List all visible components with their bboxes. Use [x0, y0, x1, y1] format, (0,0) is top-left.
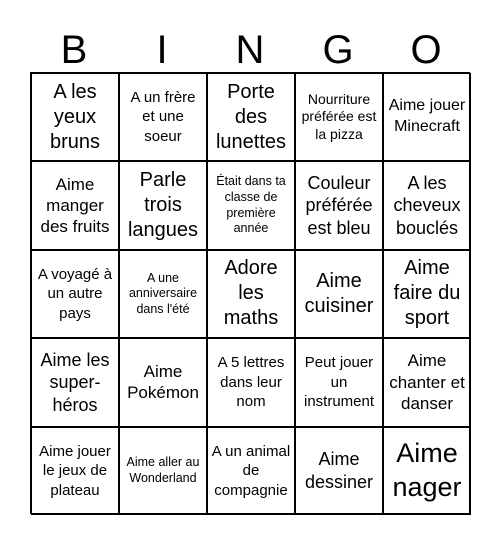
bingo-cell[interactable] — [383, 338, 471, 426]
cell-text: A un frère et une soeur — [130, 88, 196, 145]
cell-text: Nourriture préférée est la pizza — [301, 90, 377, 142]
bingo-header — [30, 22, 470, 78]
cell-text: Aime jouer Minecraft — [388, 97, 466, 136]
header-letter-o: O — [410, 27, 442, 72]
cell-text: Adore les maths — [223, 257, 279, 330]
cell-text: A 5 lettres dans leur nom — [217, 354, 285, 411]
bingo-cell[interactable] — [295, 161, 383, 249]
cell-text: Aime cuisiner — [304, 269, 374, 317]
bingo-cell[interactable] — [295, 250, 383, 338]
bingo-cell[interactable] — [207, 161, 295, 249]
cell-text: Couleur préférée est bleu — [305, 172, 373, 238]
bingo-cell[interactable] — [31, 73, 119, 161]
cell-text: Aime aller au Wonderland — [126, 455, 200, 485]
cell-text: Aime faire du sport — [393, 257, 461, 330]
cell-text: Aime Pokémon — [127, 362, 199, 403]
cell-text: Était dans ta classe de première année — [216, 174, 286, 236]
cell-text: Aime chanter et danser — [389, 351, 465, 413]
cell-text: Aime les super-héros — [40, 349, 110, 415]
cell-text: Aime dessiner — [304, 449, 374, 492]
bingo-cell[interactable] — [383, 161, 471, 249]
bingo-cell[interactable] — [119, 73, 207, 161]
header-letter-g: G — [322, 27, 354, 72]
bingo-cell[interactable] — [207, 73, 295, 161]
bingo-cell[interactable] — [31, 161, 119, 249]
cell-text: A une anniversaire dans l'été — [128, 270, 198, 316]
bingo-cell[interactable] — [119, 161, 207, 249]
cell-text: Aime jouer le jeux de plateau — [39, 442, 111, 499]
bingo-grid — [30, 72, 470, 514]
cell-text: A les cheveux bouclés — [393, 172, 461, 238]
bingo-cell[interactable] — [207, 427, 295, 515]
bingo-cell[interactable] — [119, 250, 207, 338]
cell-text: Parle trois langues — [127, 169, 199, 242]
cell-text: A un animal de compagnie — [211, 442, 291, 499]
cell-text: Porte des lunettes — [215, 80, 287, 153]
header-letter-n: N — [235, 27, 265, 72]
bingo-cell[interactable] — [31, 250, 119, 338]
bingo-cell[interactable] — [119, 427, 207, 515]
cell-text: A voyagé à un autre pays — [37, 265, 113, 322]
bingo-cell[interactable] — [383, 73, 471, 161]
bingo-cell[interactable] — [207, 338, 295, 426]
bingo-cell[interactable] — [295, 338, 383, 426]
cell-text: A les yeux bruns — [49, 80, 101, 153]
bingo-cell[interactable] — [207, 250, 295, 338]
bingo-cell[interactable] — [31, 427, 119, 515]
cell-text: Aime manger des fruits — [40, 174, 110, 237]
header-letter-i: I — [156, 27, 168, 72]
bingo-cell[interactable] — [119, 338, 207, 426]
bingo-cell[interactable] — [383, 427, 471, 515]
bingo-cell[interactable] — [31, 338, 119, 426]
cell-text: Peut jouer un instrument — [303, 354, 375, 411]
bingo-cell[interactable] — [295, 427, 383, 515]
bingo-cell[interactable] — [295, 73, 383, 161]
header-letter-b: B — [60, 27, 88, 72]
cell-text: Aime nager — [392, 438, 462, 502]
bingo-cell[interactable] — [383, 250, 471, 338]
